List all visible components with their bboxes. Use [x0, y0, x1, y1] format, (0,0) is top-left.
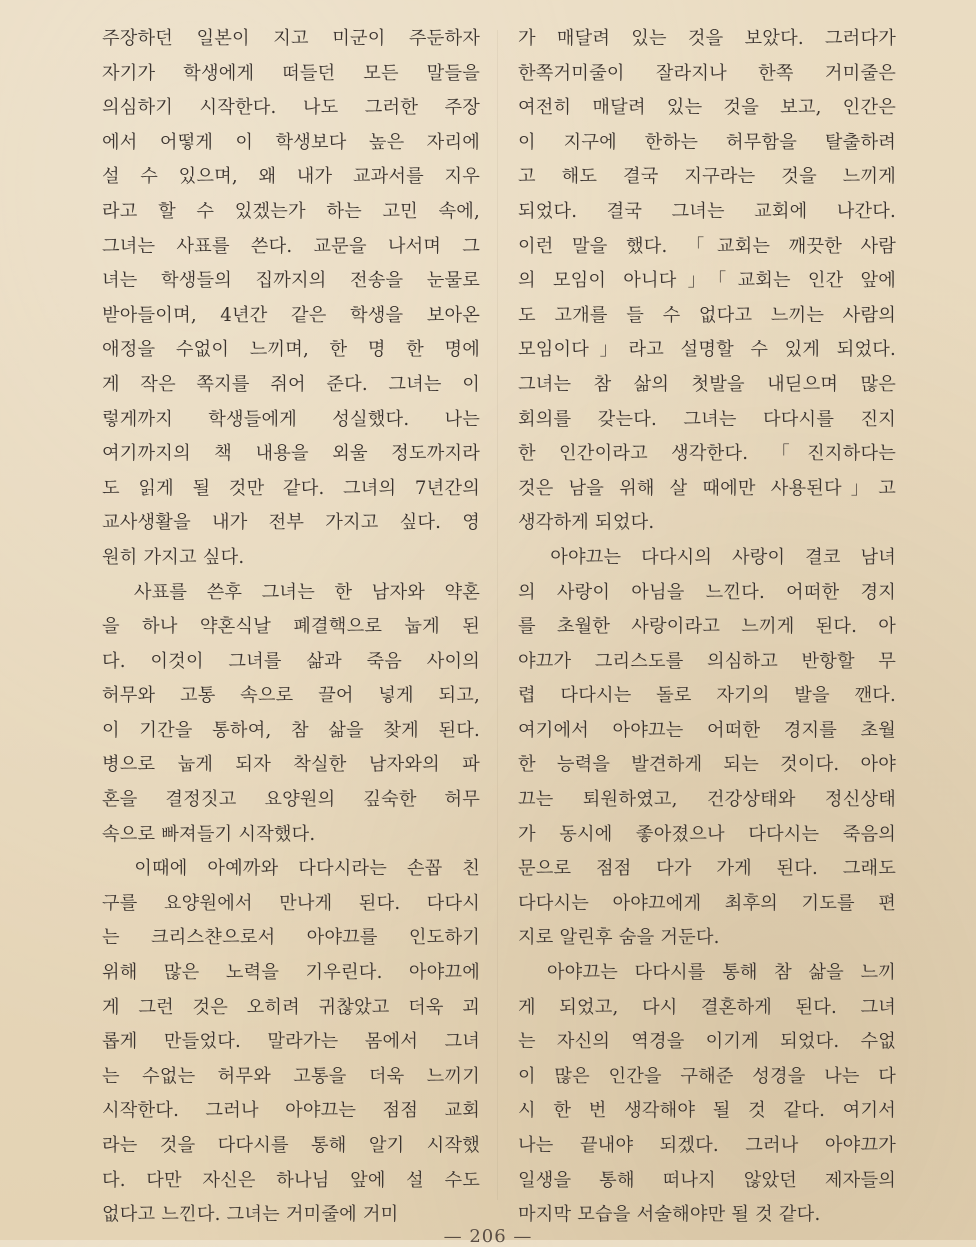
text-line: 한쪽거미줄이 잘라지나 한쪽 거미줄은	[518, 62, 896, 84]
right-text-column	[518, 22, 896, 1233]
text-line: 일생을 통해 떠나지 않았던 제자들의	[518, 1169, 896, 1191]
text-line: 다다시는 아야끄에게 최후의 기도를 편	[518, 892, 896, 914]
text-line: 의 모임이 아니다」「교회는 인간 앞에	[518, 270, 896, 292]
text-line: 그녀는 참 삶의 첫발을 내딛으며 많은	[518, 373, 896, 395]
text-line: 는 수없는 허무와 고통을 더욱 느끼기	[102, 1065, 480, 1087]
text-line: 이 많은 인간을 구해준 성경을 나는 다	[518, 1065, 896, 1087]
text-line: 야끄가 그리스도를 의심하고 반항할 무	[518, 650, 896, 672]
text-line: 받아들이며, 4년간 같은 학생을 보아온	[102, 304, 480, 326]
column-gutter	[497, 30, 498, 1200]
text-line: 의 사랑이 아님을 느낀다. 어떠한 경지	[518, 581, 896, 603]
text-line: 한 인간이라고 생각한다. 「진지하다는	[518, 443, 896, 465]
text-line: 애정을 수없이 느끼며, 한 명 한 명에	[102, 339, 480, 361]
text-line: 모임이다」라고 설명할 수 있게 되었다.	[518, 339, 896, 361]
text-line: 마지막 모습을 서술해야만 될 것 같다.	[518, 1204, 821, 1226]
text-line: 고 해도 결국 지구라는 것을 느끼게	[518, 166, 896, 188]
text-line: 가 매달려 있는 것을 보았다. 그러다가	[518, 28, 896, 49]
text-line: 을 하나 약혼식날 폐결핵으로 눕게 된	[102, 616, 480, 638]
text-line: 나는 끝내야 되겠다. 그러나 아야끄가	[518, 1135, 896, 1156]
text-line: 되었다. 결국 그녀는 교회에 나간다.	[518, 200, 896, 222]
text-line: 사표를 쓴후 그녀는 한 남자와 약혼	[102, 581, 480, 603]
text-line: 다. 이것이 그녀를 삶과 죽음 사이의	[102, 650, 480, 672]
text-line: 회의를 갖는다. 그녀는 다다시를 진지	[518, 408, 896, 430]
text-line: 이 지구에 한하는 허무함을 탈출하려	[518, 131, 896, 153]
text-line: 없다고 느낀다. 그녀는 거미줄에 거미	[102, 1204, 399, 1226]
text-line: 여기에서 아야끄는 어떠한 경지를 초월	[518, 719, 896, 741]
text-line: 시작한다. 그러나 아야끄는 점점 교회	[102, 1100, 480, 1122]
text-line: 렵 다다시는 돌로 자기의 발을 깬다.	[518, 685, 896, 707]
text-line: 는 크리스챤으로서 아야끄를 인도하기	[102, 927, 480, 949]
text-line: 이 기간을 통하여, 참 삶을 찾게 된다.	[102, 719, 480, 741]
text-line: 허무와 고통 속으로 끌어 넣게 되고,	[102, 685, 480, 707]
text-line: 여기까지의 책 내용을 외울 정도까지라	[102, 443, 480, 465]
text-line: 교사생활을 내가 전부 가지고 싶다. 영	[102, 512, 480, 534]
text-line: 끄는 퇴원하였고, 건강상태와 정신상태	[518, 789, 896, 811]
text-line: 설 수 있으며, 왜 내가 교과서를 지우	[102, 166, 480, 188]
text-line: 속으로 빠져들기 시작했다.	[102, 823, 316, 845]
text-line: 혼을 결정짓고 요양원의 깊숙한 허무	[102, 789, 480, 811]
text-line: 도 읽게 될 것만 같다. 그녀의 7년간의	[102, 477, 480, 499]
text-line: 는 자신의 역경을 이기게 되었다. 수없	[518, 1031, 896, 1053]
text-line: 아야끄는 다다시의 사랑이 결코 남녀	[518, 546, 896, 568]
text-line: 게 그런 것은 오히려 귀찮았고 더욱 괴	[102, 996, 480, 1018]
text-line: 구를 요양원에서 만나게 된다. 다다시	[102, 892, 480, 914]
text-line: 주장하던 일본이 지고 미군이 주둔하자	[102, 28, 480, 49]
text-line: 도 고개를 들 수 없다고 느끼는 사람의	[518, 304, 896, 326]
text-line: 롭게 만들었다. 말라가는 몸에서 그녀	[102, 1031, 480, 1053]
text-line: 한 능력을 발견하게 되는 것이다. 아야	[518, 754, 896, 776]
text-line: 것은 남을 위해 살 때에만 사용된다」고	[518, 477, 896, 499]
text-line: 여전히 매달려 있는 것을 보고, 인간은	[518, 97, 896, 119]
text-line: 이런 말을 했다. 「교회는 깨끗한 사람	[518, 235, 896, 257]
text-line: 위해 많은 노력을 기우린다. 아야끄에	[102, 962, 480, 984]
page-number: — 206 —	[443, 1226, 533, 1247]
text-line: 게 되었고, 다시 결혼하게 된다. 그녀	[518, 996, 896, 1018]
text-line: 다. 다만 자신은 하나님 앞에 설 수도	[102, 1169, 480, 1191]
text-line: 자기가 학생에게 떠들던 모든 말들을	[102, 62, 480, 84]
text-line: 원히 가지고 싶다.	[102, 546, 245, 568]
text-line: 게 작은 쪽지를 쥐어 준다. 그녀는 이	[102, 373, 480, 395]
text-line: 렇게까지 학생들에게 성실했다. 나는	[102, 408, 480, 430]
text-line: 지로 알린후 숨을 거둔다.	[518, 927, 720, 949]
text-line: 를 초월한 사랑이라고 느끼게 된다. 아	[518, 616, 896, 638]
text-line: 의심하기 시작한다. 나도 그러한 주장	[102, 97, 480, 119]
left-text-column	[102, 22, 480, 1233]
text-line: 문으로 점점 다가 가게 된다. 그래도	[518, 858, 896, 880]
text-line: 병으로 눕게 되자 착실한 남자와의 파	[102, 754, 480, 776]
text-line: 라는 것을 다다시를 통해 알기 시작했	[102, 1135, 480, 1156]
text-line: 생각하게 되었다.	[518, 512, 655, 534]
text-line: 에서 어떻게 이 학생보다 높은 자리에	[102, 131, 480, 153]
text-line: 가 동시에 좋아졌으나 다다시는 죽음의	[518, 823, 896, 845]
text-line: 이때에 아예까와 다다시라는 손꼽 친	[102, 858, 480, 880]
text-line: 아야끄는 다다시를 통해 참 삶을 느끼	[518, 962, 896, 984]
text-line: 시 한 번 생각해야 될 것 같다. 여기서	[518, 1100, 896, 1122]
text-line: 녀는 학생들의 집까지의 전송을 눈물로	[102, 270, 480, 292]
text-line: 라고 할 수 있겠는가 하는 고민 속에,	[102, 200, 480, 222]
text-line: 그녀는 사표를 쓴다. 교문을 나서며 그	[102, 235, 480, 257]
